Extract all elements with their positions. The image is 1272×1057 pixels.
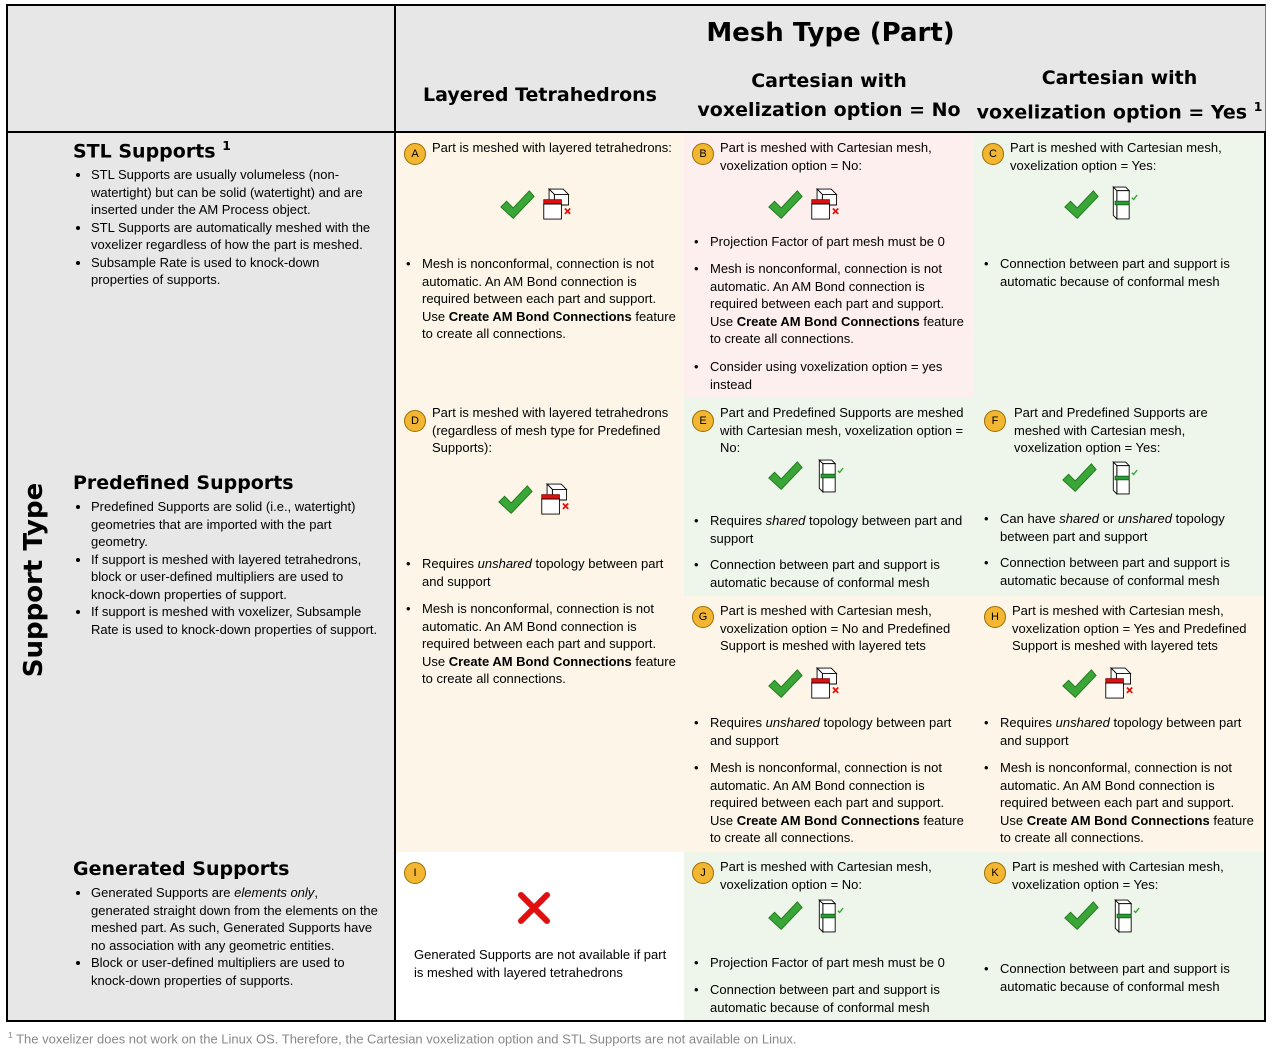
- note: • STL Supports are automatically meshed with the voxelizer regardless of how the part is meshed.: [91, 219, 378, 254]
- case-g-cell: [684, 596, 975, 853]
- case-intro: Part is meshed with layered tetrahedrons:: [432, 140, 672, 155]
- case-intro: Part is meshed with Cartesian mesh, voxelization option = No and Predefined Support is meshed with layered tets: [720, 603, 951, 653]
- case-bullet: • Requires unshared topology between part and support: [982, 714, 1256, 749]
- check-icon: [496, 482, 534, 520]
- note: • Generated Supports are elements only, generated straight down from the elements on the meshed part. As such, Generated Supports have no association with any geometric entities.: [91, 884, 378, 954]
- case-badge: G: [692, 606, 714, 628]
- conformal-mesh-icon: [1108, 460, 1138, 496]
- case-intro: Part is meshed with Cartesian mesh, voxelization option = Yes:: [1012, 859, 1224, 892]
- case-badge: B: [692, 143, 714, 165]
- case-b-cell: [684, 133, 975, 399]
- check-icon: [766, 666, 804, 704]
- case-h-cell: [974, 596, 1266, 853]
- case-text: Generated Supports are not available if part is meshed with layered tetrahedrons: [414, 947, 667, 980]
- case-bullet: • Requires unshared topology between part and support: [692, 714, 966, 749]
- nonconformal-mesh-icon: [810, 187, 840, 223]
- case-bullet: • Connection between part and support is automatic because of conformal mesh: [692, 981, 966, 1016]
- case-bullet: • Projection Factor of part mesh must be 0: [692, 954, 966, 972]
- case-badge: D: [404, 410, 426, 432]
- column-header-cartesian-no: [684, 60, 975, 132]
- note: • If support is meshed with layered tetrahedrons, block or user-defined multipliers are used to knock-down properties of support.: [91, 551, 378, 604]
- check-icon: [1062, 187, 1100, 225]
- case-j-cell: [684, 852, 975, 1022]
- case-bullet: • Projection Factor of part mesh must be 0: [692, 233, 966, 251]
- case-intro: Part is meshed with Cartesian mesh, voxelization option = Yes and Predefined Support is meshed with layered tets: [1012, 603, 1247, 653]
- footnote-marker: 1: [1253, 99, 1263, 114]
- case-intro: Part is meshed with layered tetrahedrons (regardless of mesh type for Predefined Supports):: [432, 405, 669, 455]
- case-badge: K: [984, 862, 1006, 884]
- conformal-mesh-icon: [1108, 185, 1138, 221]
- column-header-line2: voxelization option = No: [697, 98, 961, 121]
- column-header-line2: voxelization option = Yes: [976, 101, 1248, 124]
- row-title: Generated Supports: [73, 858, 290, 880]
- nonconformal-mesh-icon: [810, 666, 840, 702]
- case-d-cell: [394, 398, 685, 853]
- case-badge: A: [404, 143, 426, 165]
- conformal-mesh-icon: [814, 458, 844, 494]
- case-bullet: • Mesh is nonconformal, connection is not automatic. An AM Bond connection is required between each part and support. Use Create AM Bond Connections feature to create all connections.: [982, 759, 1256, 847]
- nonconformal-mesh-icon: [542, 187, 572, 223]
- case-badge: I: [404, 862, 426, 884]
- case-intro: Part is meshed with Cartesian mesh, voxelization option = Yes:: [1010, 140, 1222, 173]
- column-header-line1: Cartesian with: [1041, 66, 1198, 89]
- column-header-line1: Cartesian with: [751, 69, 907, 92]
- case-bullet: • Can have shared or unshared topology between part and support: [982, 510, 1256, 545]
- check-icon: [1062, 898, 1100, 936]
- check-icon: [766, 187, 804, 225]
- case-bullet: • Mesh is nonconformal, connection is not automatic. An AM Bond connection is required between each part and support. Use Create AM Bond Connections feature to create all connections.: [692, 260, 966, 348]
- column-header-title: Layered Tetrahedrons: [423, 84, 657, 106]
- check-icon: [1060, 666, 1098, 704]
- nonconformal-mesh-icon: [1104, 666, 1134, 702]
- case-bullet: • Mesh is nonconformal, connection is not automatic. An AM Bond connection is required between each part and support. Use Create AM Bond Connections feature to create all connections.: [404, 255, 676, 343]
- case-intro: Part is meshed with Cartesian mesh, voxelization option = No:: [720, 140, 932, 173]
- header-corner: [6, 4, 395, 132]
- mesh-type-header: Mesh Type (Part): [394, 4, 1266, 61]
- note: • STL Supports are usually volumeless (non-watertight) but can be solid (watertight) and are inserted under the AM Process object.: [91, 166, 378, 219]
- case-k-cell: [974, 852, 1266, 1022]
- row-title: Predefined Supports: [73, 472, 294, 494]
- column-header-cartesian-yes: [974, 60, 1266, 132]
- case-bullet: • Consider using voxelization option = yes instead: [692, 358, 966, 393]
- case-intro: Part and Predefined Supports are meshed with Cartesian mesh, voxelization option = Yes:: [1014, 405, 1208, 455]
- case-badge: H: [984, 606, 1006, 628]
- case-bullet: • Requires shared topology between part and support: [692, 512, 966, 547]
- note: • Block or user-defined multipliers are used to knock-down properties of supports.: [91, 954, 378, 989]
- case-i-cell: [394, 852, 685, 1022]
- row-generated-supports: [65, 852, 395, 1022]
- case-e-cell: [684, 398, 975, 597]
- footnote: $^1$ The voxelizer does not work on the Linux OS. Therefore, the Cartesian voxelization option and STL Supports are not available on Linux.: [8, 1030, 797, 1047]
- case-badge: E: [692, 410, 714, 432]
- case-f-cell: [974, 398, 1266, 597]
- conformal-mesh-icon: [1110, 898, 1140, 934]
- cross-icon: [516, 890, 552, 926]
- check-icon: [766, 458, 804, 496]
- case-bullet: • Mesh is nonconformal, connection is not automatic. An AM Bond connection is required between each part and support. Use Create AM Bond Connections feature to create all connections.: [404, 600, 676, 688]
- footnote-marker: 1: [222, 139, 231, 153]
- case-intro: Part and Predefined Supports are meshed with Cartesian mesh, voxelization option = No:: [720, 405, 964, 455]
- case-bullet: • Mesh is nonconformal, connection is not automatic. An AM Bond connection is required between each part and support. Use Create AM Bond Connections feature to create all connections.: [692, 759, 966, 847]
- case-bullet: • Connection between part and support is automatic because of conformal mesh: [982, 255, 1256, 290]
- case-bullet: • Connection between part and support is automatic because of conformal mesh: [982, 960, 1256, 995]
- check-icon: [766, 898, 804, 936]
- note: • Subsample Rate is used to knock-down properties of supports.: [91, 254, 378, 289]
- column-header-layered-tetrahedrons: [394, 60, 685, 132]
- case-badge: J: [692, 862, 714, 884]
- case-intro: Part is meshed with Cartesian mesh, voxelization option = No:: [720, 859, 932, 892]
- case-a-cell: [394, 133, 685, 399]
- case-bullet: • Requires unshared topology between part and support: [404, 555, 676, 590]
- check-icon: [498, 187, 536, 225]
- case-badge: F: [984, 410, 1006, 432]
- note: • If support is meshed with voxelizer, Subsample Rate is used to knock-down properties of support.: [91, 603, 378, 638]
- conformal-mesh-icon: [814, 898, 844, 934]
- check-icon: [1060, 460, 1098, 498]
- row-title: STL Supports: [73, 140, 216, 163]
- case-bullet: • Connection between part and support is automatic because of conformal mesh: [982, 554, 1256, 589]
- nonconformal-mesh-icon: [540, 482, 570, 518]
- note: • Predefined Supports are solid (i.e., watertight) geometries that are imported with the part geometry.: [91, 498, 378, 551]
- case-badge: C: [982, 143, 1004, 165]
- case-c-cell: [974, 133, 1266, 399]
- support-type-label: Support Type: [19, 482, 49, 678]
- row-predefined-supports: [65, 398, 395, 853]
- case-bullet: • Connection between part and support is automatic because of conformal mesh: [692, 556, 966, 591]
- row-stl-supports: [65, 133, 395, 399]
